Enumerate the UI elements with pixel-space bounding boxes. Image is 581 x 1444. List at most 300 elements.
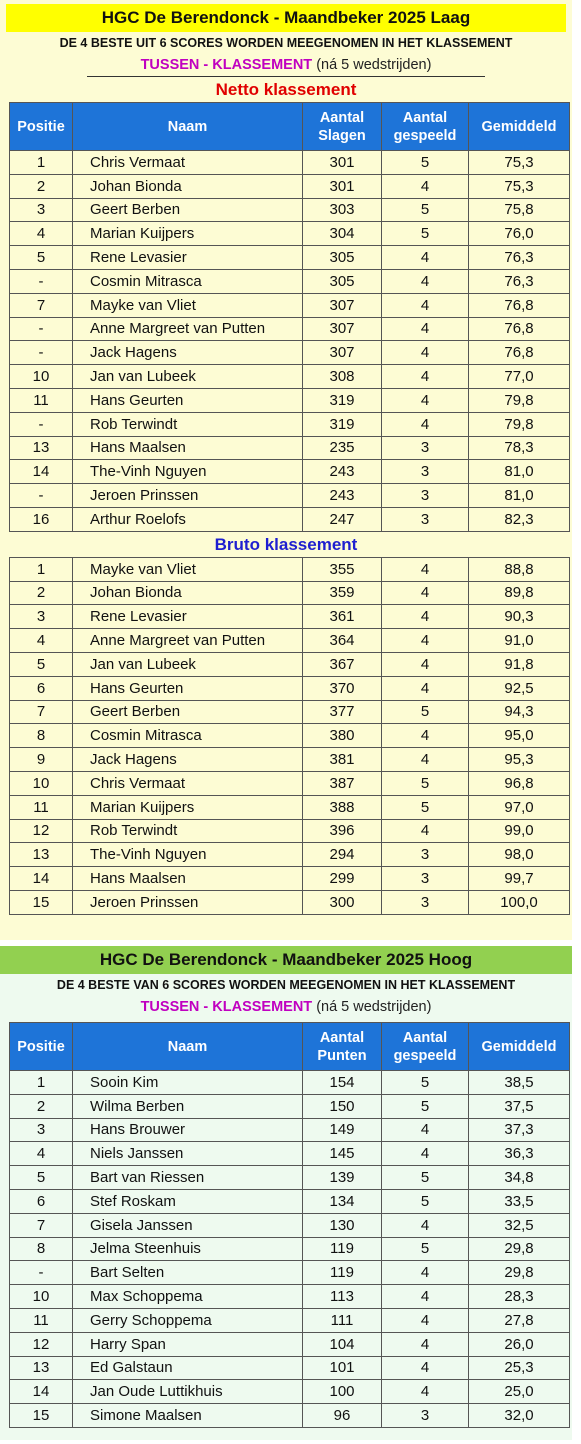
gespeeld-cell: 5 <box>382 1094 469 1118</box>
gespeeld-cell: 5 <box>382 151 469 175</box>
positie-cell: 4 <box>10 1142 73 1166</box>
positie-cell: 12 <box>10 819 73 843</box>
gespeeld-cell: 5 <box>382 1166 469 1190</box>
naam-cell: Hans Geurten <box>73 676 303 700</box>
table-row <box>10 1142 570 1166</box>
aantal-cell: 305 <box>303 269 382 293</box>
gemiddeld-cell: 89,8 <box>469 581 570 605</box>
hoog-subtitle: DE 4 BESTE VAN 6 SCORES WORDEN MEEGENOMEN IN HET KLASSEMENT <box>56 978 516 992</box>
aantal-cell: 301 <box>303 174 382 198</box>
table-row <box>10 581 570 605</box>
laag-title: HGC De Berendonck - Maandbeker 2025 Laag <box>6 4 566 32</box>
aantal-cell: 247 <box>303 507 382 531</box>
aantal-cell: 364 <box>303 629 382 653</box>
naam-cell: Marian Kuijpers <box>73 795 303 819</box>
gespeeld-cell: 5 <box>382 1237 469 1261</box>
gespeeld-cell: 5 <box>382 771 469 795</box>
header-aantal-gespeeld: Aantal gespeeld <box>382 103 469 151</box>
gespeeld-cell: 3 <box>382 507 469 531</box>
positie-cell: - <box>10 412 73 436</box>
naam-cell: Arthur Roelofs <box>73 507 303 531</box>
gespeeld-cell: 3 <box>382 436 469 460</box>
gespeeld-cell: 4 <box>382 293 469 317</box>
gemiddeld-cell: 100,0 <box>469 890 570 914</box>
table-row <box>10 1166 570 1190</box>
aantal-cell: 355 <box>303 557 382 581</box>
aantal-cell: 301 <box>303 151 382 175</box>
aantal-cell: 388 <box>303 795 382 819</box>
positie-cell: 5 <box>10 246 73 270</box>
gespeeld-cell: 4 <box>382 1380 469 1404</box>
gemiddeld-cell: 37,3 <box>469 1118 570 1142</box>
aantal-cell: 139 <box>303 1166 382 1190</box>
naam-cell: Stef Roskam <box>73 1189 303 1213</box>
gemiddeld-cell: 97,0 <box>469 795 570 819</box>
positie-cell: 3 <box>10 605 73 629</box>
positie-cell: 2 <box>10 1094 73 1118</box>
gespeeld-cell: 5 <box>382 222 469 246</box>
positie-cell: 5 <box>10 652 73 676</box>
naam-cell: Jan Oude Luttikhuis <box>73 1380 303 1404</box>
positie-cell: 7 <box>10 1213 73 1237</box>
naam-cell: Jack Hagens <box>73 341 303 365</box>
naam-cell: Chris Vermaat <box>73 151 303 175</box>
gemiddeld-cell: 76,0 <box>469 222 570 246</box>
gemiddeld-cell: 88,8 <box>469 557 570 581</box>
table-row <box>10 1332 570 1356</box>
gespeeld-cell: 4 <box>382 652 469 676</box>
laag-tussen <box>0 54 572 76</box>
gemiddeld-cell: 77,0 <box>469 365 570 389</box>
gespeeld-cell: 3 <box>382 1404 469 1428</box>
positie-cell: 10 <box>10 771 73 795</box>
naam-cell: Hans Brouwer <box>73 1118 303 1142</box>
gespeeld-cell: 4 <box>382 341 469 365</box>
table-row <box>10 388 570 412</box>
gemiddeld-cell: 76,3 <box>469 269 570 293</box>
aantal-cell: 307 <box>303 293 382 317</box>
naam-cell: Cosmin Mitrasca <box>73 269 303 293</box>
gespeeld-cell: 4 <box>382 1356 469 1380</box>
gemiddeld-cell: 76,8 <box>469 341 570 365</box>
gemiddeld-cell: 76,3 <box>469 246 570 270</box>
positie-cell: 1 <box>10 151 73 175</box>
naam-cell: Ed Galstaun <box>73 1356 303 1380</box>
aantal-cell: 380 <box>303 724 382 748</box>
gemiddeld-cell: 91,8 <box>469 652 570 676</box>
gemiddeld-cell: 26,0 <box>469 1332 570 1356</box>
table-row <box>10 795 570 819</box>
aantal-cell: 307 <box>303 317 382 341</box>
header-gemiddeld: Gemiddeld <box>469 103 570 151</box>
netto-header-row <box>10 103 570 151</box>
positie-cell: 14 <box>10 1380 73 1404</box>
aantal-cell: 100 <box>303 1380 382 1404</box>
positie-cell: 4 <box>10 629 73 653</box>
table-row <box>10 1094 570 1118</box>
gespeeld-cell: 4 <box>382 388 469 412</box>
gespeeld-cell: 4 <box>382 1261 469 1285</box>
positie-cell: 7 <box>10 700 73 724</box>
positie-cell: 12 <box>10 1332 73 1356</box>
positie-cell: - <box>10 484 73 508</box>
hoog-tussen <box>0 996 572 1018</box>
table-row <box>10 365 570 389</box>
naam-cell: Cosmin Mitrasca <box>73 724 303 748</box>
hoog-tussen-label: TUSSEN - KLASSEMENT <box>140 999 313 1015</box>
gespeeld-cell: 5 <box>382 198 469 222</box>
positie-cell: 8 <box>10 1237 73 1261</box>
naam-cell: Rob Terwindt <box>73 412 303 436</box>
gemiddeld-cell: 25,0 <box>469 1380 570 1404</box>
positie-cell: 5 <box>10 1166 73 1190</box>
positie-cell: 14 <box>10 867 73 891</box>
naam-cell: Bart van Riessen <box>73 1166 303 1190</box>
gespeeld-cell: 4 <box>382 1118 469 1142</box>
table-row <box>10 867 570 891</box>
table-row <box>10 629 570 653</box>
positie-cell: 6 <box>10 676 73 700</box>
gemiddeld-cell: 81,0 <box>469 484 570 508</box>
gemiddeld-cell: 98,0 <box>469 843 570 867</box>
bruto-title: Bruto klassement <box>214 534 358 554</box>
naam-cell: Marian Kuijpers <box>73 222 303 246</box>
table-row <box>10 557 570 581</box>
header-gemiddeld: Gemiddeld <box>469 1023 570 1071</box>
gespeeld-cell: 3 <box>382 890 469 914</box>
positie-cell: 11 <box>10 388 73 412</box>
gespeeld-cell: 4 <box>382 412 469 436</box>
positie-cell: 16 <box>10 507 73 531</box>
naam-cell: Mayke van Vliet <box>73 557 303 581</box>
table-row <box>10 507 570 531</box>
table-row <box>10 341 570 365</box>
gemiddeld-cell: 36,3 <box>469 1142 570 1166</box>
positie-cell: 11 <box>10 1308 73 1332</box>
table-row <box>10 1404 570 1428</box>
naam-cell: Rob Terwindt <box>73 819 303 843</box>
gemiddeld-cell: 34,8 <box>469 1166 570 1190</box>
naam-cell: The-Vinh Nguyen <box>73 460 303 484</box>
aantal-cell: 149 <box>303 1118 382 1142</box>
gemiddeld-cell: 38,5 <box>469 1071 570 1095</box>
aantal-cell: 304 <box>303 222 382 246</box>
naam-cell: Niels Janssen <box>73 1142 303 1166</box>
aantal-cell: 150 <box>303 1094 382 1118</box>
naam-cell: Anne Margreet van Putten <box>73 317 303 341</box>
positie-cell: 8 <box>10 724 73 748</box>
table-row <box>10 890 570 914</box>
hoog-section <box>0 946 572 1440</box>
naam-cell: Chris Vermaat <box>73 771 303 795</box>
naam-cell: Hans Maalsen <box>73 867 303 891</box>
positie-cell: - <box>10 1261 73 1285</box>
gemiddeld-cell: 32,5 <box>469 1213 570 1237</box>
gemiddeld-cell: 79,8 <box>469 412 570 436</box>
gemiddeld-cell: 28,3 <box>469 1285 570 1309</box>
naam-cell: Anne Margreet van Putten <box>73 629 303 653</box>
gemiddeld-cell: 95,3 <box>469 748 570 772</box>
positie-cell: 2 <box>10 581 73 605</box>
table-row <box>10 246 570 270</box>
gespeeld-cell: 4 <box>382 1142 469 1166</box>
positie-cell: 11 <box>10 795 73 819</box>
gespeeld-cell: 4 <box>382 317 469 341</box>
gemiddeld-cell: 29,8 <box>469 1237 570 1261</box>
aantal-cell: 381 <box>303 748 382 772</box>
positie-cell: 6 <box>10 1189 73 1213</box>
table-row <box>10 1285 570 1309</box>
positie-cell: 10 <box>10 365 73 389</box>
aantal-cell: 294 <box>303 843 382 867</box>
naam-cell: Jack Hagens <box>73 748 303 772</box>
naam-cell: Gisela Janssen <box>73 1213 303 1237</box>
table-row <box>10 198 570 222</box>
gemiddeld-cell: 27,8 <box>469 1308 570 1332</box>
aantal-cell: 101 <box>303 1356 382 1380</box>
table-row <box>10 676 570 700</box>
table-row <box>10 1237 570 1261</box>
gespeeld-cell: 4 <box>382 1332 469 1356</box>
gespeeld-cell: 3 <box>382 867 469 891</box>
naam-cell: Jan van Lubeek <box>73 652 303 676</box>
gemiddeld-cell: 25,3 <box>469 1356 570 1380</box>
aantal-cell: 111 <box>303 1308 382 1332</box>
aantal-cell: 367 <box>303 652 382 676</box>
aantal-cell: 305 <box>303 246 382 270</box>
table-row <box>10 724 570 748</box>
positie-cell: 13 <box>10 436 73 460</box>
positie-cell: 10 <box>10 1285 73 1309</box>
gespeeld-cell: 5 <box>382 795 469 819</box>
naam-cell: Gerry Schoppema <box>73 1308 303 1332</box>
netto-title: Netto klassement <box>215 80 357 99</box>
aantal-cell: 119 <box>303 1261 382 1285</box>
header-positie: Positie <box>10 1023 73 1071</box>
naam-cell: Rene Levasier <box>73 605 303 629</box>
aantal-cell: 377 <box>303 700 382 724</box>
positie-cell: 15 <box>10 890 73 914</box>
bruto-table <box>9 557 570 915</box>
positie-cell: 4 <box>10 222 73 246</box>
positie-cell: 1 <box>10 1071 73 1095</box>
positie-cell: - <box>10 269 73 293</box>
header-aantal-punten: Aantal Punten <box>303 1023 382 1071</box>
gemiddeld-cell: 90,3 <box>469 605 570 629</box>
naam-cell: Johan Bionda <box>73 581 303 605</box>
gemiddeld-cell: 99,7 <box>469 867 570 891</box>
gespeeld-cell: 4 <box>382 748 469 772</box>
netto-table <box>9 102 570 532</box>
naam-cell: Mayke van Vliet <box>73 293 303 317</box>
naam-cell: Max Schoppema <box>73 1285 303 1309</box>
header-positie: Positie <box>10 103 73 151</box>
gespeeld-cell: 3 <box>382 843 469 867</box>
laag-tussen-suffix: (ná 5 wedstrijden) <box>316 57 432 73</box>
table-row <box>10 269 570 293</box>
table-row <box>10 222 570 246</box>
gespeeld-cell: 4 <box>382 581 469 605</box>
gemiddeld-cell: 37,5 <box>469 1094 570 1118</box>
aantal-cell: 308 <box>303 365 382 389</box>
table-row <box>10 605 570 629</box>
gespeeld-cell: 5 <box>382 1189 469 1213</box>
positie-cell: 2 <box>10 174 73 198</box>
gespeeld-cell: 4 <box>382 1213 469 1237</box>
aantal-cell: 370 <box>303 676 382 700</box>
aantal-cell: 96 <box>303 1404 382 1428</box>
aantal-cell: 235 <box>303 436 382 460</box>
table-row <box>10 1189 570 1213</box>
hoog-title: HGC De Berendonck - Maandbeker 2025 Hoog <box>0 946 572 974</box>
gemiddeld-cell: 33,5 <box>469 1189 570 1213</box>
table-row <box>10 293 570 317</box>
gespeeld-cell: 4 <box>382 605 469 629</box>
gespeeld-cell: 3 <box>382 484 469 508</box>
gespeeld-cell: 4 <box>382 629 469 653</box>
gespeeld-cell: 4 <box>382 724 469 748</box>
table-row <box>10 1380 570 1404</box>
table-row <box>10 1308 570 1332</box>
gespeeld-cell: 4 <box>382 819 469 843</box>
aantal-cell: 319 <box>303 412 382 436</box>
gemiddeld-cell: 92,5 <box>469 676 570 700</box>
gespeeld-cell: 5 <box>382 700 469 724</box>
aantal-cell: 243 <box>303 460 382 484</box>
naam-cell: Geert Berben <box>73 700 303 724</box>
laag-subtitle: DE 4 BESTE UIT 6 SCORES WORDEN MEEGENOMEN IN HET KLASSEMENT <box>59 36 513 50</box>
aantal-cell: 299 <box>303 867 382 891</box>
naam-cell: Hans Geurten <box>73 388 303 412</box>
gemiddeld-cell: 81,0 <box>469 460 570 484</box>
header-aantal-slagen: Aantal Slagen <box>303 103 382 151</box>
laag-tussen-label: TUSSEN - KLASSEMENT <box>140 57 313 73</box>
aantal-cell: 130 <box>303 1213 382 1237</box>
naam-cell: Hans Maalsen <box>73 436 303 460</box>
table-row <box>10 700 570 724</box>
table-row <box>10 151 570 175</box>
naam-cell: Jan van Lubeek <box>73 365 303 389</box>
naam-cell: Wilma Berben <box>73 1094 303 1118</box>
aantal-cell: 243 <box>303 484 382 508</box>
aantal-cell: 387 <box>303 771 382 795</box>
table-row <box>10 748 570 772</box>
table-row <box>10 436 570 460</box>
gemiddeld-cell: 96,8 <box>469 771 570 795</box>
aantal-cell: 396 <box>303 819 382 843</box>
naam-cell: Johan Bionda <box>73 174 303 198</box>
positie-cell: 13 <box>10 843 73 867</box>
naam-cell: Jeroen Prinssen <box>73 890 303 914</box>
aantal-cell: 300 <box>303 890 382 914</box>
aantal-cell: 113 <box>303 1285 382 1309</box>
naam-cell: The-Vinh Nguyen <box>73 843 303 867</box>
table-row <box>10 652 570 676</box>
gemiddeld-cell: 78,3 <box>469 436 570 460</box>
table-row <box>10 1118 570 1142</box>
gemiddeld-cell: 94,3 <box>469 700 570 724</box>
naam-cell: Harry Span <box>73 1332 303 1356</box>
positie-cell: 13 <box>10 1356 73 1380</box>
aantal-cell: 104 <box>303 1332 382 1356</box>
table-row <box>10 460 570 484</box>
header-naam: Naam <box>73 103 303 151</box>
positie-cell: - <box>10 341 73 365</box>
table-row <box>10 1213 570 1237</box>
gemiddeld-cell: 32,0 <box>469 1404 570 1428</box>
aantal-cell: 154 <box>303 1071 382 1095</box>
aantal-cell: 303 <box>303 198 382 222</box>
table-row <box>10 1261 570 1285</box>
hoog-header-row <box>10 1023 570 1071</box>
positie-cell: 14 <box>10 460 73 484</box>
gemiddeld-cell: 99,0 <box>469 819 570 843</box>
gemiddeld-cell: 95,0 <box>469 724 570 748</box>
aantal-cell: 134 <box>303 1189 382 1213</box>
aantal-cell: 307 <box>303 341 382 365</box>
gespeeld-cell: 4 <box>382 246 469 270</box>
naam-cell: Jeroen Prinssen <box>73 484 303 508</box>
table-row <box>10 412 570 436</box>
aantal-cell: 319 <box>303 388 382 412</box>
aantal-cell: 361 <box>303 605 382 629</box>
gespeeld-cell: 4 <box>382 174 469 198</box>
naam-cell: Sooin Kim <box>73 1071 303 1095</box>
gemiddeld-cell: 82,3 <box>469 507 570 531</box>
gespeeld-cell: 4 <box>382 1285 469 1309</box>
table-row <box>10 317 570 341</box>
gemiddeld-cell: 29,8 <box>469 1261 570 1285</box>
positie-cell: 3 <box>10 1118 73 1142</box>
naam-cell: Bart Selten <box>73 1261 303 1285</box>
table-row <box>10 1356 570 1380</box>
gespeeld-cell: 4 <box>382 269 469 293</box>
naam-cell: Jelma Steenhuis <box>73 1237 303 1261</box>
naam-cell: Rene Levasier <box>73 246 303 270</box>
gemiddeld-cell: 76,8 <box>469 293 570 317</box>
gespeeld-cell: 4 <box>382 1308 469 1332</box>
naam-cell: Simone Maalsen <box>73 1404 303 1428</box>
gemiddeld-cell: 75,3 <box>469 174 570 198</box>
gespeeld-cell: 4 <box>382 557 469 581</box>
positie-cell: 1 <box>10 557 73 581</box>
table-row <box>10 1071 570 1095</box>
gespeeld-cell: 3 <box>382 460 469 484</box>
gespeeld-cell: 4 <box>382 676 469 700</box>
header-naam: Naam <box>73 1023 303 1071</box>
gemiddeld-cell: 75,3 <box>469 151 570 175</box>
aantal-cell: 145 <box>303 1142 382 1166</box>
positie-cell: 15 <box>10 1404 73 1428</box>
gespeeld-cell: 4 <box>382 365 469 389</box>
hoog-tussen-suffix: (ná 5 wedstrijden) <box>316 999 432 1015</box>
gemiddeld-cell: 75,8 <box>469 198 570 222</box>
aantal-cell: 119 <box>303 1237 382 1261</box>
table-row <box>10 843 570 867</box>
positie-cell: 7 <box>10 293 73 317</box>
naam-cell: Geert Berben <box>73 198 303 222</box>
positie-cell: 9 <box>10 748 73 772</box>
gespeeld-cell: 5 <box>382 1071 469 1095</box>
hoog-table <box>9 1022 570 1428</box>
aantal-cell: 359 <box>303 581 382 605</box>
positie-cell: 3 <box>10 198 73 222</box>
header-aantal-gespeeld: Aantal gespeeld <box>382 1023 469 1071</box>
positie-cell: - <box>10 317 73 341</box>
table-row <box>10 771 570 795</box>
table-row <box>10 819 570 843</box>
gemiddeld-cell: 79,8 <box>469 388 570 412</box>
